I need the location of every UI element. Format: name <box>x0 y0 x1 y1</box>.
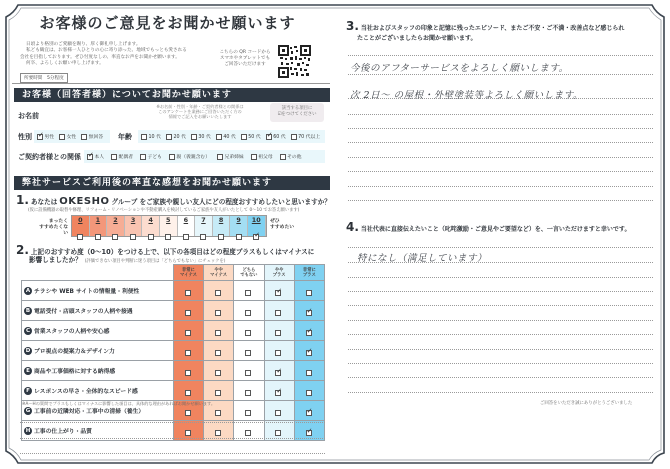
answer-line[interactable] <box>348 392 653 393</box>
checkbox[interactable] <box>306 370 312 376</box>
checkbox[interactable] <box>218 234 224 240</box>
column-very-negative <box>173 265 203 281</box>
rating-cell[interactable] <box>173 361 203 381</box>
rating-cell[interactable] <box>204 361 234 381</box>
checkbox[interactable] <box>216 134 222 140</box>
row-badge: C <box>25 328 31 335</box>
gender-option-male[interactable] <box>37 133 54 140</box>
scale-option-5[interactable] <box>160 216 178 236</box>
option-label: 50 代 <box>248 135 261 140</box>
checkbox[interactable] <box>215 430 221 436</box>
option-label: 無回答 <box>88 135 104 140</box>
column-header-line: プラス <box>302 272 316 278</box>
rating-cell[interactable] <box>234 361 264 381</box>
checkbox[interactable] <box>275 370 281 376</box>
rating-cell[interactable] <box>294 281 324 301</box>
qr-code-icon[interactable] <box>278 45 311 78</box>
answer-line[interactable] <box>348 128 653 129</box>
checkbox[interactable] <box>275 350 281 356</box>
question-text: 上記のおすすめ度（0〜10）をつける上で、以下の各項目はどの程度プラスもしくはマイナスに <box>30 248 315 256</box>
age-option-60s[interactable] <box>266 133 286 140</box>
answer-line[interactable] <box>348 377 653 378</box>
option-label: 本人 <box>94 155 105 160</box>
row-label <box>22 301 174 321</box>
checkbox[interactable] <box>81 134 87 140</box>
checkbox[interactable] <box>291 134 297 140</box>
rating-cell[interactable] <box>234 281 264 301</box>
answer-line[interactable] <box>348 349 653 350</box>
table-row <box>22 321 325 341</box>
scale-left-label-line: すすめたくない <box>39 225 68 236</box>
question-number: 1. <box>16 193 29 207</box>
qr-caption-line: ご回答いただけます <box>224 61 266 67</box>
answer-line[interactable] <box>348 74 653 75</box>
checkbox[interactable] <box>266 134 272 140</box>
rating-cell[interactable] <box>173 281 203 301</box>
row-label <box>22 381 174 401</box>
column-header-line: 非常に <box>302 267 316 273</box>
scale-number: 8 <box>218 216 224 224</box>
row-badge: B <box>25 308 31 315</box>
relation-option-grandparent[interactable] <box>251 153 273 160</box>
table-row <box>22 381 325 401</box>
question-text: 影響しましたか？ <box>29 256 82 264</box>
checkbox[interactable] <box>306 330 312 336</box>
row-badge: E <box>24 367 32 375</box>
column-header-line: どちら <box>242 267 256 273</box>
rating-cell[interactable] <box>234 381 264 401</box>
option-label: 20 代 <box>173 135 186 140</box>
privacy-note-line: このアンケートを業務にご回答いただく方の <box>158 109 242 115</box>
rating-cell[interactable] <box>234 321 264 341</box>
rating-cell[interactable] <box>234 341 264 361</box>
question-3 <box>346 19 656 42</box>
checkbox[interactable] <box>185 370 191 376</box>
checkbox[interactable] <box>141 134 147 140</box>
checkbox[interactable] <box>251 154 257 160</box>
relation-option-sibling[interactable] <box>217 153 244 160</box>
comment-line[interactable] <box>20 422 325 423</box>
checkbox[interactable] <box>148 234 154 240</box>
option-label: 30 代 <box>198 135 211 140</box>
answer-line[interactable] <box>348 305 653 306</box>
check-instruction-line: 該当する項目に <box>281 106 313 111</box>
option-label: 祖父母 <box>258 155 273 160</box>
rating-cell[interactable] <box>294 321 324 341</box>
scale-number: 9 <box>236 216 241 224</box>
rating-cell[interactable] <box>204 321 234 341</box>
question-number: 3. <box>346 19 359 33</box>
row-badge: G <box>25 408 31 415</box>
row-badge: F <box>24 387 32 395</box>
checkbox[interactable] <box>37 134 43 140</box>
checkbox[interactable] <box>306 390 312 396</box>
option-label: その他 <box>287 155 302 160</box>
rating-cell[interactable] <box>264 281 294 301</box>
checkbox[interactable] <box>275 310 281 316</box>
rating-cell[interactable] <box>173 341 203 361</box>
answer-line[interactable] <box>348 200 653 201</box>
scale-option-2[interactable] <box>107 216 125 236</box>
scale-option-8[interactable] <box>213 216 231 236</box>
checkbox[interactable] <box>185 310 191 316</box>
intro-line: 私ども鶴宜は、お客様一人ひとりの心に寄り添った、地域でもっとも愛される <box>26 48 187 54</box>
answer-line[interactable] <box>348 320 653 321</box>
age-option-50s[interactable] <box>241 133 261 140</box>
scale-right-label <box>270 219 294 231</box>
relation-option-spouse[interactable] <box>111 153 133 160</box>
intro-text <box>20 42 220 67</box>
checkbox[interactable] <box>191 134 197 140</box>
rating-cell[interactable] <box>294 361 324 381</box>
age-option-20s[interactable] <box>166 133 186 140</box>
relation-option-parent[interactable] <box>169 153 210 160</box>
q3-answer-line-1[interactable]: 今後のアフターサービスをよろしく願いします。 <box>350 63 569 74</box>
scale-number: 1 <box>95 216 101 224</box>
checkbox[interactable] <box>215 350 221 356</box>
comment-line[interactable] <box>20 453 325 454</box>
option-label: 40 代 <box>223 135 236 140</box>
option-label: 60 代 <box>273 135 286 140</box>
impression-section-header: 弊社サービスご利用後の率直な感想をお聞かせ願います <box>14 176 330 190</box>
checkbox[interactable] <box>306 410 312 416</box>
checkbox[interactable] <box>245 430 251 436</box>
checkbox[interactable] <box>245 310 251 316</box>
privacy-note-line: 情報でご記入をお願いいたします <box>168 114 232 120</box>
row-badge: A <box>25 288 31 295</box>
checkbox[interactable] <box>245 290 251 296</box>
checkbox[interactable] <box>112 234 118 240</box>
age-option-30s[interactable] <box>191 133 211 140</box>
relation-option-child[interactable] <box>140 153 162 160</box>
time-required: 所要時間 5分程度 <box>20 73 68 83</box>
page-title: お客様のご意見をお聞かせ願います <box>39 14 296 32</box>
rating-cell[interactable] <box>173 301 203 321</box>
column-slightly-negative <box>204 265 234 281</box>
answer-line[interactable] <box>348 142 653 143</box>
intro-line: 日頃より格別のご愛顧を賜り、厚く御礼申し上げます。 <box>26 42 141 47</box>
gender-options <box>34 130 110 143</box>
answer-line[interactable] <box>348 277 653 278</box>
thank-you-note: ご回答をいただき誠にありがとうございました <box>540 401 633 406</box>
row-label <box>22 361 174 381</box>
scale-option-10[interactable] <box>248 216 266 236</box>
row-label <box>22 321 174 341</box>
rating-cell[interactable] <box>234 301 264 321</box>
table-row <box>22 341 325 361</box>
checkbox[interactable] <box>215 310 221 316</box>
checkbox[interactable] <box>217 154 223 160</box>
column-header-line: マイナス <box>179 272 197 278</box>
column-header-line: でもない <box>240 272 258 278</box>
rating-cell[interactable] <box>204 341 234 361</box>
rating-cell[interactable] <box>264 341 294 361</box>
option-label: 兄弟姉妹 <box>224 155 244 160</box>
option-label: 女性 <box>66 135 77 140</box>
divider <box>12 83 330 84</box>
question-text: グループ をご家族や親しい友人にどの程度おすすめしたいと思いますか？ <box>111 198 331 206</box>
scale-left-label <box>36 219 68 237</box>
checkbox[interactable] <box>140 154 146 160</box>
scale-number: 5 <box>166 216 171 224</box>
question-text: 当社およびスタッフの印象と記憶に残ったエピソード、またご不安・ご不満・改善点など感じられ <box>360 25 625 32</box>
relation-option-other[interactable] <box>280 153 302 160</box>
answer-line[interactable] <box>348 114 653 115</box>
checkbox[interactable] <box>185 430 191 436</box>
column-header-line: やや <box>274 267 284 273</box>
rating-cell[interactable] <box>294 401 324 421</box>
column-header-line: マイナス <box>210 272 228 278</box>
answer-line[interactable] <box>348 186 653 187</box>
intro-line: 何卒、よろしくお願い申し上げます。 <box>26 60 104 66</box>
checkbox[interactable] <box>215 390 221 396</box>
checkbox[interactable] <box>111 154 117 160</box>
rating-cell[interactable] <box>234 401 264 421</box>
checkbox[interactable] <box>245 370 251 376</box>
check-instruction-line: ☑をつけてください <box>277 112 317 117</box>
scale-option-7[interactable] <box>195 216 213 236</box>
row-label <box>22 281 174 301</box>
name-field[interactable] <box>42 120 142 121</box>
rating-cell[interactable] <box>173 321 203 341</box>
qr-caption-line: こちらの QR コードから <box>219 50 271 55</box>
q2-footnote: ※A〜Hの質問でプラスもしくはマイナスに影響した項目は、具体的な理由があればお聞かせ願います。 <box>22 401 216 406</box>
answer-line[interactable] <box>348 171 653 172</box>
table-row <box>22 361 325 381</box>
question-2-subtext: (評価できない項目や判断に迷う項目は「どちらでもない」にチェックを) <box>84 259 226 264</box>
column-very-positive <box>294 265 324 281</box>
question-1-subtext: (仮に設備機器の取替や修理、リフォーム・リノベーションや不動産購入を検討しているご家族や友人がいたとして 0〜10 でお答え願います) <box>28 208 300 213</box>
checkbox[interactable] <box>59 134 65 140</box>
checkbox[interactable] <box>241 134 247 140</box>
rating-cell[interactable] <box>264 401 294 421</box>
scale-number: 7 <box>201 216 206 224</box>
table-row <box>22 281 325 301</box>
rating-cell[interactable] <box>173 381 203 401</box>
checkbox[interactable] <box>306 350 312 356</box>
rating-cell[interactable] <box>264 381 294 401</box>
option-label: 10 代 <box>148 135 161 140</box>
checkbox[interactable] <box>306 430 312 436</box>
answer-line[interactable] <box>348 157 653 158</box>
rating-cell[interactable] <box>264 301 294 321</box>
qr-caption-line: スマホやタブレットでも <box>219 55 271 61</box>
rating-cell[interactable] <box>264 361 294 381</box>
checkbox[interactable] <box>215 290 221 296</box>
checkbox[interactable] <box>77 234 83 240</box>
scale-option-6[interactable] <box>178 216 196 236</box>
evaluation-table <box>21 264 325 441</box>
row-label-text: レスポンスの早さ・全体的なスピード感 <box>34 388 138 395</box>
row-label-text: 電話受付・店頭スタッフの人柄や接遇 <box>34 308 133 315</box>
question-number: 4. <box>346 220 359 234</box>
checkbox[interactable] <box>245 350 251 356</box>
option-label: 子ども <box>147 155 162 160</box>
relation-label: ご契約者様との関係 <box>18 153 81 161</box>
scale-number: 10 <box>251 216 261 224</box>
answer-line[interactable] <box>348 55 653 56</box>
checkbox[interactable] <box>185 290 191 296</box>
row-label-text: 工事前の近隣対応・工事中の清掃（養生） <box>34 408 145 415</box>
checkbox[interactable] <box>169 154 175 160</box>
checkbox[interactable] <box>185 350 191 356</box>
row-label <box>22 341 174 361</box>
checkbox[interactable] <box>245 330 251 336</box>
answer-line[interactable] <box>348 334 653 335</box>
checkbox[interactable] <box>275 390 281 396</box>
scale-left-label-line: まったく <box>48 219 68 224</box>
column-slightly-positive <box>264 265 294 281</box>
relation-options <box>84 150 325 163</box>
privacy-note-line: ※お名前・性別・年齢・ご契約者様との関係は <box>156 104 244 109</box>
age-options <box>138 130 325 143</box>
question-text: たことがございましたらお聞かせ願います。 <box>357 35 477 42</box>
gender-label: 性別 <box>18 133 32 141</box>
checkbox[interactable] <box>95 234 101 240</box>
question-text: 当社代表に直接伝えたいこと（叱咤激励・ご意見やご要望など）を、一言いただけますと幸いです。 <box>360 226 631 233</box>
column-header-line: 非常に <box>181 267 195 273</box>
gender-option-female[interactable] <box>59 133 76 140</box>
recommendation-scale <box>71 215 267 237</box>
row-label-text: 営業スタッフの人柄や安心感 <box>34 328 110 335</box>
age-option-10s[interactable] <box>141 133 161 140</box>
checkbox[interactable] <box>306 290 312 296</box>
checkbox[interactable] <box>165 234 171 240</box>
rating-cell[interactable] <box>204 381 234 401</box>
checkbox[interactable] <box>280 154 286 160</box>
question-number: 2. <box>16 243 29 257</box>
checkbox[interactable] <box>275 430 281 436</box>
checkbox[interactable] <box>183 234 189 240</box>
age-option-70s-plus[interactable] <box>291 133 321 140</box>
scale-number: 6 <box>183 216 189 224</box>
row-badge: H <box>25 428 31 435</box>
row-label-text: プロ視点の提案力＆デザイン力 <box>34 348 115 355</box>
checkbox[interactable] <box>200 234 206 240</box>
scale-number: 4 <box>148 216 153 224</box>
option-label: 親（義親含む） <box>176 155 211 160</box>
name-label: お名前 <box>18 112 39 120</box>
checkbox[interactable] <box>275 330 281 336</box>
checkbox[interactable] <box>166 134 172 140</box>
gender-option-no-answer[interactable] <box>81 133 103 140</box>
qr-caption <box>212 50 278 67</box>
column-header-line: プラス <box>272 272 286 278</box>
table-header-row <box>22 265 325 281</box>
q4-answer-line-1[interactable]: 特になし（満足しています） <box>357 253 488 264</box>
scale-number: 0 <box>78 216 83 224</box>
option-label: 70 代以上 <box>298 135 321 140</box>
question-2-line2 <box>29 254 225 264</box>
question-text: あなたは <box>30 198 58 206</box>
checkbox[interactable] <box>215 410 221 416</box>
age-option-40s[interactable] <box>216 133 236 140</box>
rating-cell[interactable] <box>204 281 234 301</box>
checkbox[interactable] <box>275 410 281 416</box>
rating-cell[interactable] <box>294 341 324 361</box>
checkbox[interactable] <box>215 330 221 336</box>
rating-cell[interactable] <box>294 381 324 401</box>
answer-line[interactable] <box>348 363 653 364</box>
scale-option-4[interactable] <box>142 216 160 236</box>
scale-option-9[interactable] <box>230 216 248 236</box>
checkbox[interactable] <box>236 234 242 240</box>
q3-answer-line-2[interactable]: 次 2日〜 の屋根・外壁塗装等よろしく願いします。 <box>350 90 583 101</box>
row-label-text: 商品や工事価格に対する納得感 <box>34 368 116 375</box>
customer-section-header: お客様（回答者様）についてお聞かせ願います <box>14 88 330 102</box>
comment-line[interactable] <box>20 438 325 439</box>
check-instruction <box>270 103 324 122</box>
column-header-line: やや <box>214 267 223 273</box>
table-row <box>22 301 325 321</box>
age-label: 年齢 <box>118 133 132 141</box>
answer-line[interactable] <box>348 291 653 292</box>
brand-name: OKESHO <box>59 196 110 207</box>
relation-option-self[interactable] <box>87 153 104 160</box>
scale-right-label-line: ぜひ <box>270 219 280 224</box>
rating-cell[interactable] <box>264 321 294 341</box>
checkbox[interactable] <box>215 370 221 376</box>
checkbox[interactable] <box>87 154 93 160</box>
scale-number: 2 <box>113 216 118 224</box>
checkbox[interactable] <box>185 330 191 336</box>
option-label: 男性 <box>44 135 55 140</box>
row-badge: D <box>25 348 31 355</box>
checkbox[interactable] <box>253 234 259 240</box>
checkbox[interactable] <box>245 390 251 396</box>
option-label: 配偶者 <box>118 155 134 160</box>
scale-number: 3 <box>130 216 136 224</box>
checkbox[interactable] <box>306 310 312 316</box>
row-label-text: チラシや WEB サイトの情報量・利便性 <box>34 288 140 295</box>
checkbox[interactable] <box>275 290 281 296</box>
checkbox[interactable] <box>130 234 136 240</box>
rating-cell[interactable] <box>294 301 324 321</box>
checkbox[interactable] <box>245 410 251 416</box>
question-4 <box>346 220 630 234</box>
header-blank <box>22 265 174 281</box>
scale-right-label-line: すすめたい <box>270 225 295 230</box>
scale-option-0[interactable] <box>72 216 90 236</box>
question-1 <box>16 193 331 207</box>
checkbox[interactable] <box>185 410 191 416</box>
answer-line[interactable] <box>348 247 653 248</box>
scale-option-3[interactable] <box>125 216 143 236</box>
intro-line: 会社を目指しております。ぜひ忖度なしの、率直なお声をお聞かせ願います。 <box>20 54 180 60</box>
scale-option-1[interactable] <box>90 216 108 236</box>
column-neutral <box>234 265 264 281</box>
checkbox[interactable] <box>185 390 191 396</box>
rating-cell[interactable] <box>204 301 234 321</box>
row-label-text: 工事の仕上がり・品質 <box>34 428 92 435</box>
privacy-note <box>150 104 250 120</box>
